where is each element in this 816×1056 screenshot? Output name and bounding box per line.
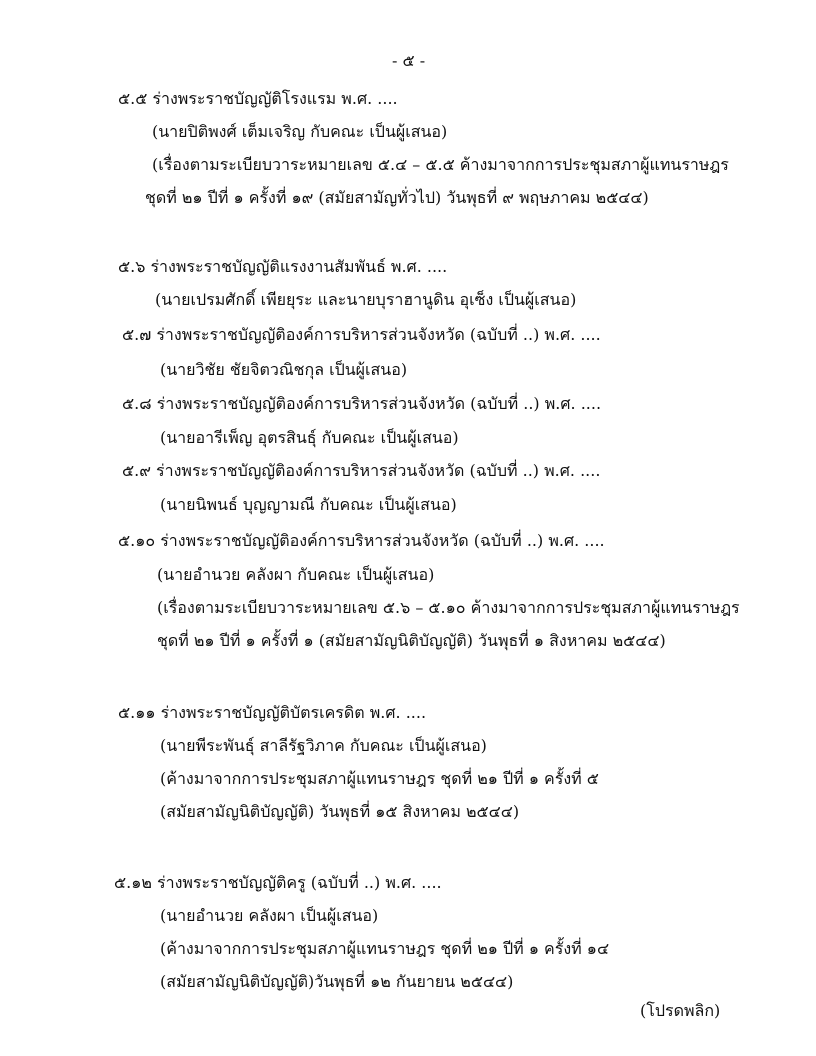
item-5-12-title: ๕.๑๒ ร่างพระราชบัญญัติครู (ฉบับที่ ..) พ.ศ. ....: [114, 873, 442, 892]
item-5-10-proposer: (นายอำนวย คลังผา กับคณะ เป็นผู้เสนอ): [157, 565, 435, 584]
item-5-12-note-line-1: (ค้างมาจากการประชุมสภาผู้แทนราษฎร ชุดที่ ๒๑ ปีที่ ๑ ครั้งที่ ๑๔: [160, 939, 610, 958]
item-5-9-proposer: (นายนิพนธ์ บุญญามณี กับคณะ เป็นผู้เสนอ): [160, 495, 457, 514]
item-5-5-note-line-2: ชุดที่ ๒๑ ปีที่ ๑ ครั้งที่ ๑๙ (สมัยสามัญทั่วไป) วันพุธที่ ๙ พฤษภาคม ๒๕๔๔): [145, 188, 649, 207]
item-5-6-title: ๕.๖ ร่างพระราชบัญญัติแรงงานสัมพันธ์ พ.ศ. ....: [118, 257, 448, 276]
item-5-10-title: ๕.๑๐ ร่างพระราชบัญญัติองค์การบริหารส่วนจังหวัด (ฉบับที่ ..) พ.ศ. ....: [118, 531, 605, 550]
item-5-11-note-line-1: (ค้างมาจากการประชุมสภาผู้แทนราษฎร ชุดที่ ๒๑ ปีที่ ๑ ครั้งที่ ๕: [160, 769, 599, 788]
item-5-11-note-line-2: (สมัยสามัญนิติบัญญัติ) วันพุธที่ ๑๕ สิงหาคม ๒๕๔๔): [160, 802, 520, 821]
item-5-8-proposer: (นายอารีเพ็ญ อุตรสินธุ์ กับคณะ เป็นผู้เสนอ): [160, 428, 459, 447]
item-5-12-proposer: (นายอำนวย คลังผา เป็นผู้เสนอ): [160, 906, 379, 925]
item-5-5-note-line-1: (เรื่องตามระเบียบวาระหมายเลข ๕.๔ – ๕.๕ ค้างมาจากการประชุมสภาผู้แทนราษฎร: [152, 155, 729, 174]
item-5-5-proposer: (นายปิติพงศ์ เต็มเจริญ กับคณะ เป็นผู้เสนอ): [152, 122, 448, 141]
item-5-7-title: ๕.๗ ร่างพระราชบัญญัติองค์การบริหารส่วนจังหวัด (ฉบับที่ ..) พ.ศ. ....: [122, 325, 601, 344]
page-number: - ๕ -: [392, 51, 426, 70]
item-5-7-proposer: (นายวิชัย ชัยจิตวณิชกุล เป็นผู้เสนอ): [160, 360, 408, 379]
item-5-10-note-line-1: (เรื่องตามระเบียบวาระหมายเลข ๕.๖ – ๕.๑๐ ค้างมาจากการประชุมสภาผู้แทนราษฎร: [157, 598, 740, 617]
item-5-11-proposer: (นายพีระพันธุ์ สาลีรัฐวิภาค กับคณะ เป็นผู้เสนอ): [160, 736, 487, 755]
please-turn-over-note: (โปรดพลิก): [640, 1001, 721, 1020]
item-5-10-note-line-2: ชุดที่ ๒๑ ปีที่ ๑ ครั้งที่ ๑ (สมัยสามัญนิติบัญญัติ) วันพุธที่ ๑ สิงหาคม ๒๕๔๔): [157, 631, 666, 650]
item-5-8-title: ๕.๘ ร่างพระราชบัญญัติองค์การบริหารส่วนจังหวัด (ฉบับที่ ..) พ.ศ. ....: [122, 394, 602, 413]
item-5-11-title: ๕.๑๑ ร่างพระราชบัญญัติบัตรเครดิต พ.ศ. ....: [118, 703, 427, 722]
item-5-12-note-line-2: (สมัยสามัญนิติบัญญัติ)วันพุธที่ ๑๒ กันยายน ๒๕๔๔): [160, 972, 514, 991]
item-5-5-title: ๕.๕ ร่างพระราชบัญญัติโรงแรม พ.ศ. ....: [118, 89, 398, 108]
item-5-9-title: ๕.๙ ร่างพระราชบัญญัติองค์การบริหารส่วนจังหวัด (ฉบับที่ ..) พ.ศ. ....: [122, 461, 601, 480]
item-5-6-proposer: (นายเปรมศักดิ์ เพียยุระ และนายบุราฮานูดิน อุเซ็ง เป็นผู้เสนอ): [155, 290, 577, 309]
